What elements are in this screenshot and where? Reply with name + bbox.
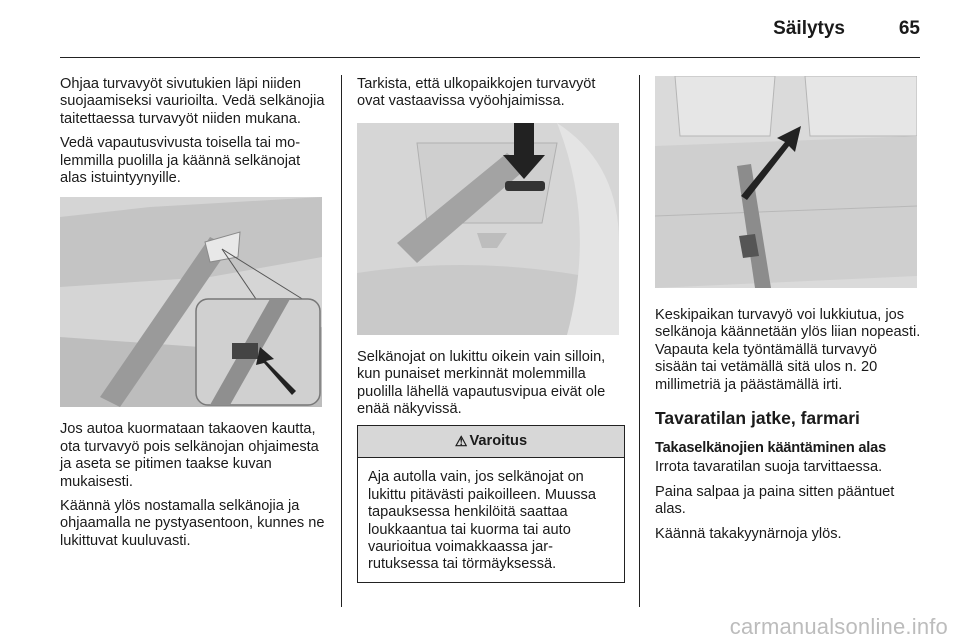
center-seatbelt-illustration — [655, 76, 917, 288]
paragraph: Irrota tavaratilan suoja tarvittaessa. — [655, 459, 883, 476]
warning-title: Varoitus — [469, 433, 528, 450]
paragraph: Ohjaa turvavyöt sivutukien läpi niiden suojaamiseksi vaurioilta. Vedä selkänojia taitettaessa turvavyöt niiden mukana. — [60, 76, 325, 127]
paragraph: Käännä ylös nostamalla selkänojia ja ohjaamalla ne pystyasentoon, kunnes ne lukittuvat kuuluvasti. — [60, 498, 325, 549]
seatbelt-guide-illustration — [60, 197, 322, 407]
paragraph: Tarkista, että ulkopaikkojen turvavyöt ovat vastaavissa vyöohjaimissa. — [357, 76, 596, 110]
paragraph: Keskipaikan turvavyö voi lukkiutua, jos selkänoja käännetään ylös liian nopeasti. Vapauta kela työntämällä turvavyö sisään tai vetämällä sitä ulos n. 20 millimetriä ja päästämällä irti. — [655, 307, 921, 393]
warning-header — [358, 426, 624, 458]
belt-guide-check-illustration — [357, 123, 619, 335]
paragraph: Selkänojat on lukittu oikein vain silloin, kun punaiset merkinnät molemmilla puolilla lähellä vapautusvipua eivät ole enää näkyvissä. — [357, 348, 606, 418]
column-2 — [357, 76, 625, 583]
column-divider — [639, 75, 640, 607]
page-header — [60, 0, 920, 58]
paragraph: Paina salpaa ja paina sitten pääntuet alas. — [655, 483, 895, 518]
warning-body — [358, 458, 624, 581]
warning-box — [357, 425, 625, 582]
column-divider — [341, 75, 342, 607]
paragraph: Käännä takakyynärnoja ylös. — [655, 525, 842, 542]
warning-triangle-icon: ⚠ — [454, 433, 468, 450]
paragraph: Vedä vapautusvivusta toisella tai molemmilla puolilla ja käännä selkänojat alas istuintyynyille. — [60, 135, 301, 187]
column-1 — [60, 76, 326, 557]
page-title: Säilytys — [773, 18, 845, 39]
sub-title: Takaselkänojien kääntäminen alas — [655, 440, 886, 457]
watermark: carmanualsonline.info — [729, 614, 948, 639]
warning-text: Aja autolla vain, jos selkänojat on lukittu pitävästi paikoilleen. Muussa tapauksessa henkilöitä saattaa loukkaantua tai kuorma tai auto vaurioitua voimakkaassa jarrutuksessa tai törmäyksessä. — [368, 469, 596, 573]
column-3 — [655, 76, 921, 550]
section-title: Tavaratilan jatke, farmari — [655, 408, 860, 429]
page-number: 65 — [898, 18, 920, 39]
paragraph: Jos autoa kuormataan takaoven kautta, ota turvavyö pois selkänojan ohjaimesta ja aseta se pitimen taakse kuvan mukaisesti. — [60, 421, 319, 490]
